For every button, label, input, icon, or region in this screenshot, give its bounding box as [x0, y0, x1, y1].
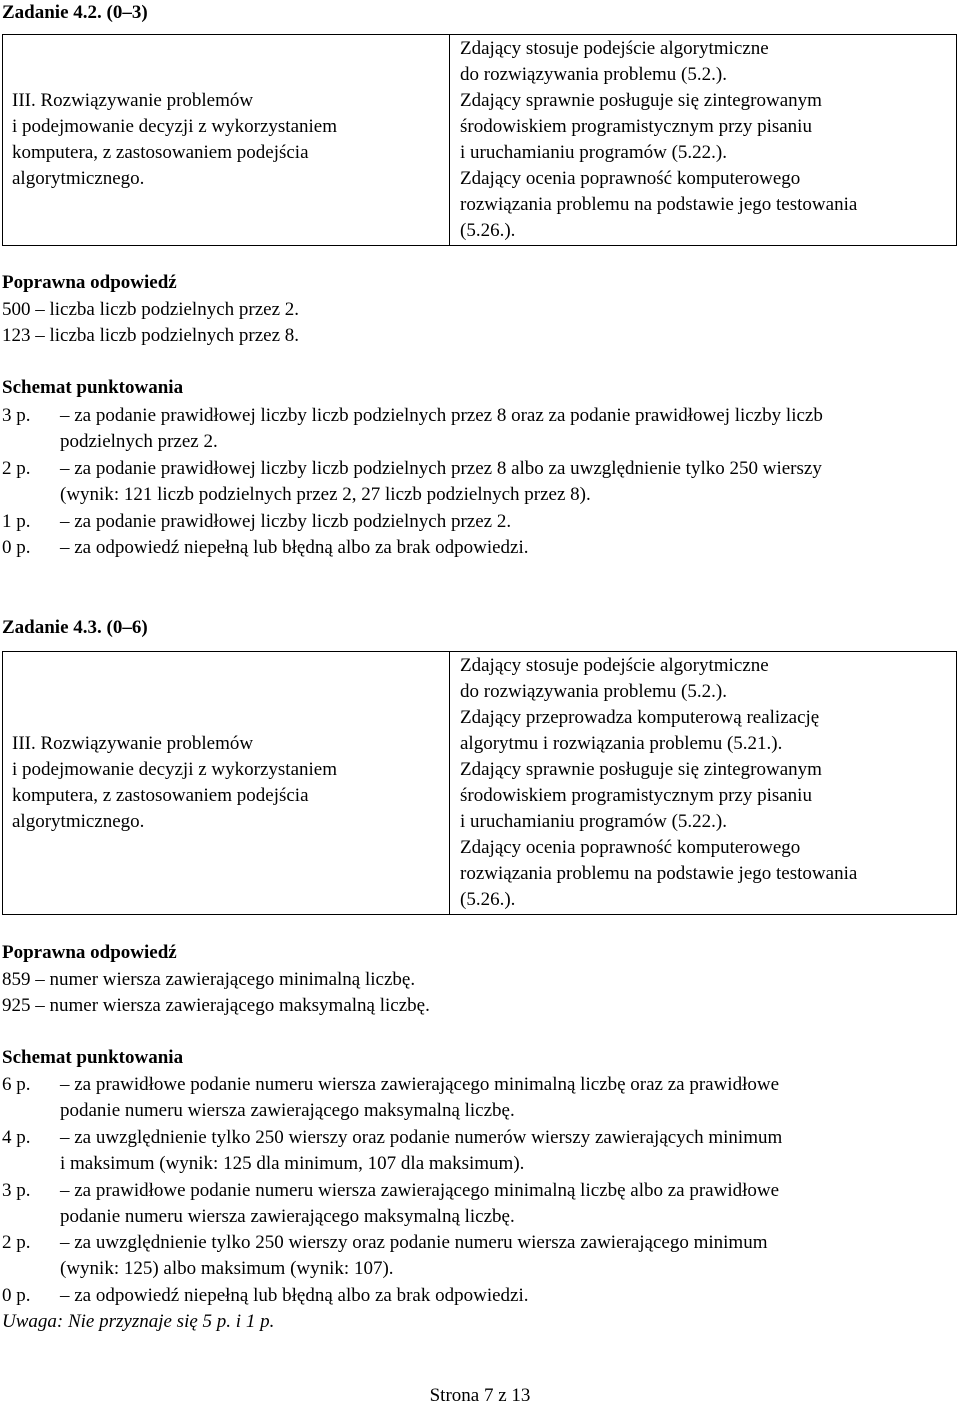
scoring-row: [2, 1125, 957, 1151]
requirement-line: (5.26.).: [460, 220, 516, 241]
scoring-row: [2, 456, 957, 482]
scoring-heading: Schemat punktowania: [2, 1047, 184, 1068]
answer-line: 500 – liczba liczb podzielnych przez 2.: [2, 299, 300, 320]
score-text: – za uwzględnienie tylko 250 wierszy oraz podanie numeru wiersza zawierającego minimum: [60, 1232, 768, 1253]
requirements-detailed: [450, 35, 957, 246]
score-text-continuation: podzielnych przez 2.: [60, 431, 218, 452]
score-points: 4 p.: [2, 1127, 31, 1148]
requirement-line: Zdający stosuje podejście algorytmiczne: [460, 38, 769, 59]
requirement-line: rozwiązania problemu na podstawie jego testowania: [460, 863, 858, 884]
score-text: – za odpowiedź niepełną lub błędną albo za brak odpowiedzi.: [60, 1285, 529, 1306]
requirement-line: algorytmicznego.: [12, 168, 145, 189]
score-text: – za podanie prawidłowej liczby liczb podzielnych przez 8 albo za uwzględnienie tylko 250 wierszy: [60, 458, 822, 479]
score-points: 3 p.: [2, 1180, 31, 1201]
score-text: – za podanie prawidłowej liczby liczb podzielnych przez 2.: [60, 511, 512, 532]
requirement-line: Zdający ocenia poprawność komputerowego: [460, 837, 801, 858]
score-points: 0 p.: [2, 537, 31, 558]
score-points: 2 p.: [2, 458, 31, 479]
task-title: Zadanie 4.2. (0–3): [2, 2, 148, 23]
requirement-line: (5.26.).: [460, 889, 516, 910]
scoring-row: [2, 509, 957, 535]
score-text: – za prawidłowe podanie numeru wiersza zawierającego minimalną liczbę oraz za prawidłowe: [60, 1074, 780, 1095]
requirement-line: i podejmowanie decyzji z wykorzystaniem: [12, 759, 338, 780]
score-text-continuation: podanie numeru wiersza zawierającego maksymalną liczbę.: [60, 1206, 515, 1227]
scoring-row: [2, 1072, 957, 1098]
requirement-line: komputera, z zastosowaniem podejścia: [12, 785, 309, 806]
requirement-line: i uruchamianiu programów (5.22.).: [460, 142, 727, 163]
requirement-line: środowiskiem programistycznym przy pisaniu: [460, 116, 812, 137]
scoring-row: [2, 403, 957, 429]
requirement-line: Zdający stosuje podejście algorytmiczne: [460, 655, 769, 676]
requirements-table: [2, 34, 957, 246]
task-title: Zadanie 4.3. (0–6): [2, 617, 148, 638]
score-text: – za podanie prawidłowej liczby liczb podzielnych przez 8 oraz za podanie prawidłowej liczby liczb: [60, 405, 823, 426]
requirements-general: [3, 652, 450, 915]
requirement-line: i podejmowanie decyzji z wykorzystaniem: [12, 116, 338, 137]
score-text-continuation: i maksimum (wynik: 125 dla minimum, 107 dla maksimum).: [60, 1153, 525, 1174]
requirement-line: komputera, z zastosowaniem podejścia: [12, 142, 309, 163]
scoring-row: [2, 1230, 957, 1256]
requirement-line: Zdający ocenia poprawność komputerowego: [460, 168, 801, 189]
requirements-general: [3, 35, 450, 246]
requirement-line: algorytmu i rozwiązania problemu (5.21.).: [460, 733, 783, 754]
scoring-note: Uwaga: Nie przyznaje się 5 p. i 1 p.: [2, 1311, 275, 1332]
score-text: – za odpowiedź niepełną lub błędną albo za brak odpowiedzi.: [60, 537, 529, 558]
answer-heading: Poprawna odpowiedź: [2, 272, 177, 293]
scoring-heading: Schemat punktowania: [2, 377, 184, 398]
score-text-continuation: (wynik: 125) albo maksimum (wynik: 107).: [60, 1258, 394, 1279]
scoring-row: [2, 1178, 957, 1204]
requirement-line: Zdający sprawnie posługuje się zintegrowanym: [460, 759, 822, 780]
requirement-line: Zdający przeprowadza komputerową realizację: [460, 707, 820, 728]
requirement-line: III. Rozwiązywanie problemów: [12, 90, 254, 111]
score-points: 3 p.: [2, 405, 31, 426]
answer-heading: Poprawna odpowiedź: [2, 942, 177, 963]
requirement-line: i uruchamianiu programów (5.22.).: [460, 811, 727, 832]
scoring-row: [2, 1283, 957, 1309]
score-text-continuation: podanie numeru wiersza zawierającego maksymalną liczbę.: [60, 1100, 515, 1121]
answer-line: 859 – numer wiersza zawierającego minimalną liczbę.: [2, 969, 416, 990]
score-points: 0 p.: [2, 1285, 31, 1306]
answer-line: 925 – numer wiersza zawierającego maksymalną liczbę.: [2, 995, 430, 1016]
requirements-detailed: [450, 652, 957, 915]
answer-line: 123 – liczba liczb podzielnych przez 8.: [2, 325, 300, 346]
page-number: Strona 7 z 13: [429, 1385, 531, 1406]
score-text-continuation: (wynik: 121 liczb podzielnych przez 2, 27 liczb podzielnych przez 8).: [60, 484, 591, 505]
score-text: – za uwzględnienie tylko 250 wierszy oraz podanie numerów wierszy zawierających minimum: [60, 1127, 783, 1148]
requirements-table: [2, 651, 957, 915]
score-points: 2 p.: [2, 1232, 31, 1253]
requirement-line: algorytmicznego.: [12, 811, 145, 832]
requirement-line: do rozwiązywania problemu (5.2.).: [460, 681, 727, 702]
requirement-line: do rozwiązywania problemu (5.2.).: [460, 64, 727, 85]
score-points: 1 p.: [2, 511, 31, 532]
score-points: 6 p.: [2, 1074, 31, 1095]
scoring-row: [2, 535, 957, 561]
requirement-line: środowiskiem programistycznym przy pisaniu: [460, 785, 812, 806]
requirement-line: Zdający sprawnie posługuje się zintegrowanym: [460, 90, 822, 111]
score-text: – za prawidłowe podanie numeru wiersza zawierającego minimalną liczbę albo za prawidłowe: [60, 1180, 780, 1201]
requirement-line: III. Rozwiązywanie problemów: [12, 733, 254, 754]
requirement-line: rozwiązania problemu na podstawie jego testowania: [460, 194, 858, 215]
